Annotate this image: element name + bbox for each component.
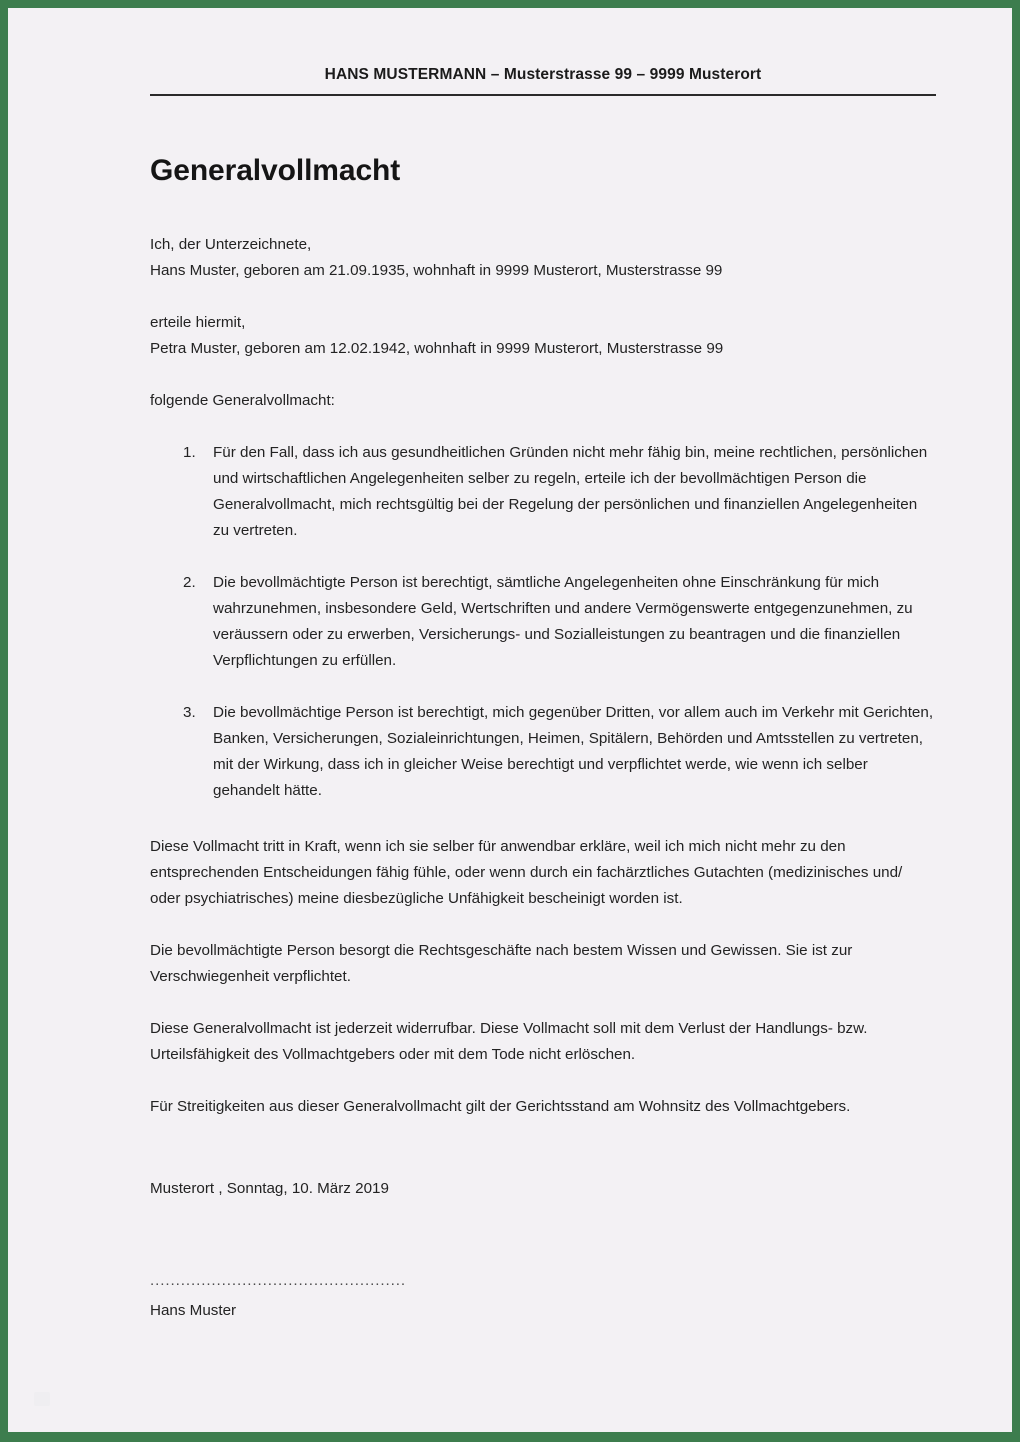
list-intro-paragraph: folgende Generalvollmacht:: [150, 392, 335, 409]
signature-block: [150, 1268, 936, 1324]
document-sheet: [8, 8, 1012, 1432]
signer-name: Hans Muster: [150, 1302, 237, 1319]
clause-number: 1.: [183, 444, 196, 461]
clause-number: 2.: [183, 574, 196, 591]
document-body: [150, 232, 936, 1120]
grantee-paragraph: [150, 310, 936, 362]
clause-text: Die bevollmächtigte Person ist berechtigt, sämtliche Angelegenheiten ohne Einschränkung für mich wahrzunehmen, insbesondere Geld, Wertschriften und andere Vermögenswerte entgegenzunehmen, zu veräussern oder zu erwerben, Versicherungs- und Sozialleistungen zu beantragen und die finanziellen Verpflichtungen zu erfüllen.: [213, 574, 913, 669]
closing-paragraph-4: Für Streitigkeiten aus dieser Generalvollmacht gilt der Gerichtsstand am Wohnsitz des Vollmachtgebers.: [150, 1098, 851, 1115]
clause-item-3: [150, 700, 936, 804]
signature-line: ..................................................: [150, 1272, 406, 1289]
letterhead-address: HANS MUSTERMANN – Musterstrasse 99 – 9999 Musterort: [324, 66, 762, 83]
grantor-details-line: Hans Muster, geboren am 21.09.1935, wohnhaft in 9999 Musterort, Musterstrasse 99: [150, 262, 723, 279]
letterhead-divider: [150, 94, 936, 96]
clause-item-2: [150, 570, 936, 674]
letterhead: [150, 8, 936, 96]
document-content: [150, 8, 936, 1324]
clause-text: Für den Fall, dass ich aus gesundheitlichen Gründen nicht mehr fähig bin, meine rechtlichen, persönlichen und wirtschaftlichen Angelegenheiten selber zu regeln, erteile ich der bevollmächtigen Person die Generalvollmacht, mich rechtsgültig bei der Regelung der persönlichen und finanziellen Angelegenheiten zu vertreten.: [213, 444, 928, 539]
clause-list: [150, 440, 936, 804]
grantee-details-line: Petra Muster, geboren am 12.02.1942, wohnhaft in 9999 Musterort, Musterstrasse 99: [150, 340, 724, 357]
clause-item-1: [150, 440, 936, 544]
grantor-paragraph: [150, 232, 936, 284]
place-and-date: Musterort , Sonntag, 10. März 2019: [150, 1180, 389, 1197]
scan-artifact-mark: [34, 1392, 50, 1406]
closing-paragraph-3: Diese Generalvollmacht ist jederzeit widerrufbar. Diese Vollmacht soll mit dem Verlust der Handlungs- bzw. Urteilsfähigkeit des Vollmachtgebers oder mit dem Tode nicht erlöschen.: [150, 1020, 868, 1063]
grantor-lead-line: Ich, der Unterzeichnete,: [150, 236, 312, 253]
clause-text: Die bevollmächtige Person ist berechtigt, mich gegenüber Dritten, vor allem auch im Verkehr mit Gerichten, Banken, Versicherungen, Sozialeinrichtungen, Heimen, Spitälern, Behörden und Amtsstellen zu vertreten, mit der Wirkung, dass ich in gleicher Weise berechtigt und verpflichtet werde, wie wenn ich selber gehandelt hätte.: [213, 704, 934, 799]
clause-number: 3.: [183, 704, 196, 721]
closing-paragraph-1: Diese Vollmacht tritt in Kraft, wenn ich sie selber für anwendbar erkläre, weil ich mich nicht mehr zu den entsprechenden Entscheidungen fähig fühle, oder wenn durch ein fachärztliches Gutachten (medizinisches und/ oder psychiatrisches) meine diesbezügliche Unfähigkeit bescheinigt worden ist.: [150, 838, 903, 907]
grant-lead-line: erteile hiermit,: [150, 314, 246, 331]
closing-paragraph-2: Die bevollmächtigte Person besorgt die Rechtsgeschäfte nach bestem Wissen und Gewissen. Sie ist zur Verschwiegenheit verpflichtet.: [150, 942, 853, 985]
page-title: Generalvollmacht: [150, 154, 401, 187]
